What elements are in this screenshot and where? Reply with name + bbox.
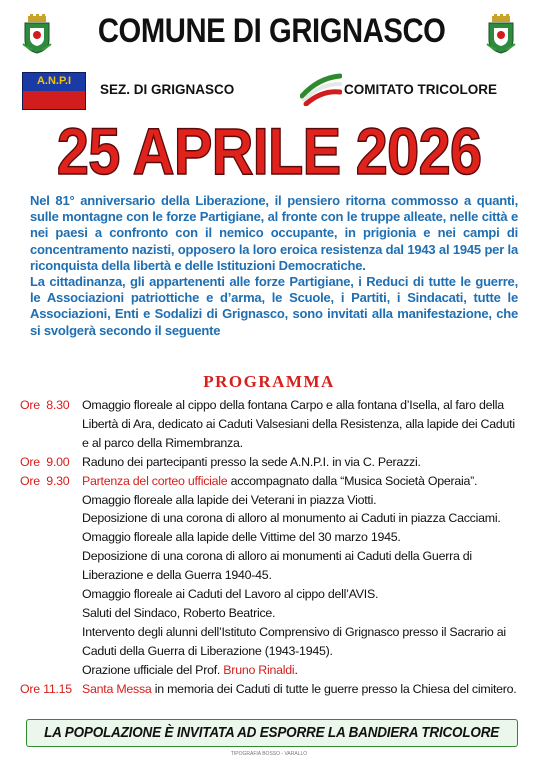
flag-invitation-text: LA POPOLAZIONE È INVITATA AD ESPORRE LA BANDIERA TRICOLORE <box>44 725 500 741</box>
program-time-1: Ore 8.30 <box>20 398 70 412</box>
program-text-1: Omaggio floreale al cippo della fontana Carpo e alla fontana d’Isella, al faro della Libertà di Ara, dedicato ai Caduti Valsesiani della Resistenza, alla lapide dei Caduti e al parco della Rimembranza. <box>82 398 515 450</box>
event-date: 25 APRILE 2026 <box>56 114 482 188</box>
intro-text <box>30 193 518 339</box>
program-3-line-4: Deposizione di una corona di alloro ai monumenti ai Caduti della Guerra di Liberazione e della Guerra 1940-45. <box>82 549 472 583</box>
program-item-1 <box>20 396 520 453</box>
program-3-line-2: Deposizione di una corona di alloro al monumento ai Caduti in piazza Cacciami. <box>82 511 501 526</box>
program-item-4 <box>20 680 520 699</box>
printer-credit: TIPOGRAFIA BOSSO - VARALLO <box>230 751 308 757</box>
anpi-logo <box>22 72 86 110</box>
tricolor-swoosh-icon <box>300 72 342 106</box>
program-text-3: Partenza del corteo ufficiale accompagnato dalla “Musica Società Operaia”. Omaggio floreale alla lapide dei Veterani in piazza Viotti. Deposizione di una corona di alloro al monumento ai Caduti in piazza Cacciami. Omaggio floreale alla lapide delle Vittime del 30 marzo 1945. Deposizione di una corona di alloro ai monumenti ai Caduti della Guerra di Liberazione e della Guerra 1940-45. Omaggio floreale ai Caduti del Lavoro al cippo dell’AVIS. Saluti del Sindaco, Roberto Beatrice. Intervento degli alunni dell’Istituto Comprensivo di Grignasco presso il Sacrario ai Caduti della Guerra di Liberazione (1943-1945). Orazione ufficiale del Prof. Bruno Rinaldi. <box>82 472 520 680</box>
program-3-line-5: Omaggio floreale ai Caduti del Lavoro al cippo dell’AVIS. <box>82 587 379 602</box>
municipal-crest-left-icon <box>22 14 52 54</box>
program-3-line-6: Saluti del Sindaco, Roberto Beatrice. <box>82 605 276 620</box>
program-title: PROGRAMMA <box>203 372 335 391</box>
program-item-3 <box>20 472 520 680</box>
program-3-line-8: Orazione ufficiale del Prof. Bruno Rinaldi. <box>82 662 298 677</box>
program-3-line-1: Omaggio floreale alla lapide dei Veterani in piazza Viotti. <box>82 492 377 507</box>
program-time-4: Ore 11.15 <box>20 681 72 696</box>
intro-paragraph-1: Nel 81° anniversario della Liberazione, il pensiero ritorna commosso a quanti, sulle montagne con le forze Partigiane, al fronte con le truppe alleate, nelle città e nei paesi a confronto con il nemico occupante, in prigionia e nei campi di concentramento nazisti, opposero la loro eroica resistenza dal 1943 al 1945 per la riconquista della libertà e delle Istituzioni Democratiche. <box>30 193 518 273</box>
holy-mass: Santa Messa <box>82 681 152 696</box>
program-time-2: Ore 9.00 <box>20 454 70 469</box>
municipal-crest-right-icon <box>486 14 516 54</box>
program-list <box>20 396 520 699</box>
program-time-3: Ore 9.30 <box>20 473 70 488</box>
cortege-departure: Partenza del corteo ufficiale <box>82 473 228 488</box>
program-text-2: Raduno dei partecipanti presso la sede A.N.P.I. in via C. Perazzi. <box>82 454 421 469</box>
page-title: COMUNE DI GRIGNASCO <box>97 12 446 50</box>
anpi-section-label: SEZ. DI GRIGNASCO <box>100 82 235 97</box>
program-text-4: Santa Messa in memoria dei Caduti di tutte le guerre presso la Chiesa del cimitero. <box>82 681 517 696</box>
intro-paragraph-2: La cittadinanza, gli appartenenti alle forze Partigiane, i Reduci di tutte le guerre, le Associazioni patriottiche e d’arma, le Scuole, i Partiti, i Sindacati, tutte le Associazioni, Enti e Sodalizi di Grignasco, sono invitati alla manifestazione, che si svolgerà secondo il seguente <box>30 274 518 338</box>
program-3-line-3: Omaggio floreale alla lapide delle Vittime del 30 marzo 1945. <box>82 530 401 545</box>
comitato-label: COMITATO TRICOLORE <box>344 82 497 97</box>
flag-invitation-banner <box>26 719 518 747</box>
anpi-logo-bar <box>23 91 85 109</box>
anpi-logo-text: A.N.P.I <box>36 75 72 87</box>
program-item-2 <box>20 453 520 472</box>
program-3-line-7: Intervento degli alunni dell’Istituto Comprensivo di Grignasco presso il Sacrario ai Caduti della Guerra di Liberazione (1943-1945). <box>82 624 506 658</box>
speaker-name: Bruno Rinaldi <box>223 662 295 677</box>
